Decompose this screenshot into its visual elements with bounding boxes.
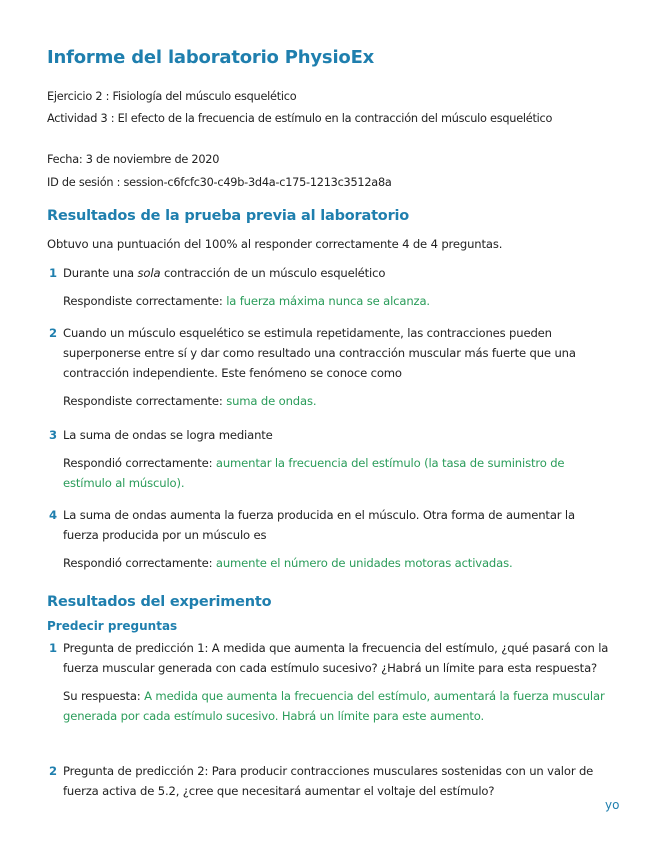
answer-label: Respondió correctamente: — [63, 556, 216, 570]
question-text: Pregunta de predicción 1: A medida que aumenta la frecuencia del estímulo, ¿qué pasará con la fuerza muscular generada con cada estímulo sucesivo? ¿Habrá un límite para esta respuesta? — [63, 641, 609, 675]
answer-text: aumentar la frecuencia del estímulo (la tasa de suministro de estímulo al músculo). — [63, 456, 565, 490]
prelab-score: Obtuvo una puntuación del 100% al responder correctamente 4 de 4 preguntas. — [47, 237, 503, 251]
question-text: Durante una sola contracción de un músculo esquelético — [63, 266, 386, 280]
predict-questions-subheading: Predecir preguntas — [47, 619, 178, 633]
footer-marker: yo — [605, 798, 620, 812]
answer-text: suma de ondas. — [226, 394, 317, 408]
answer-text: aumente el número de unidades motoras activadas. — [215, 556, 513, 570]
question-number: 1 — [49, 266, 57, 280]
question-number: 3 — [49, 428, 57, 442]
question-text: La suma de ondas se logra mediante — [63, 428, 273, 442]
report-title: Informe del laboratorio PhysioEx — [47, 47, 375, 68]
predict-question-2 — [47, 761, 612, 801]
answer-text: la fuerza máxima nunca se alcanza. — [226, 294, 430, 308]
prelab-question-3 — [47, 425, 612, 493]
prelab-question-2 — [47, 323, 612, 411]
question-text: La suma de ondas aumenta la fuerza producida en el músculo. Otra forma de aumentar la fuerza producida por un músculo es — [63, 508, 575, 542]
emphasis-word: sola — [137, 266, 161, 280]
answer-line — [63, 453, 612, 493]
answer-line — [63, 553, 612, 573]
activity-line: Actividad 3 : El efecto de la frecuencia de estímulo en la contracción del músculo esquelético — [47, 112, 553, 125]
question-number: 2 — [49, 326, 57, 340]
date-line: Fecha: 3 de noviembre de 2020 — [47, 153, 220, 166]
prelab-question-4 — [47, 505, 612, 573]
question-text: Pregunta de predicción 2: Para producir contracciones musculares sostenidas con un valor de fuerza activa de 5.2, ¿cree que necesitará aumentar el voltaje del estímulo? — [63, 764, 594, 798]
answer-line — [63, 291, 612, 311]
answer-label: Respondió correctamente: — [63, 456, 216, 470]
predict-question-1 — [47, 638, 612, 726]
prelab-heading: Resultados de la prueba previa al laboratorio — [47, 208, 410, 224]
question-text: Cuando un músculo esquelético se estimula repetidamente, las contracciones pueden superponerse entre sí y dar como resultado una contracción muscular más fuerte que una contracción independiente. Este fenómeno se conoce como — [63, 326, 576, 380]
prelab-question-1 — [47, 263, 612, 311]
exercise-line: Ejercicio 2 : Fisiología del músculo esquelético — [47, 90, 297, 103]
answer-line — [63, 391, 612, 411]
question-number: 1 — [49, 641, 57, 655]
answer-text: A medida que aumenta la frecuencia del estímulo, aumentará la fuerza muscular generada por cada estímulo sucesivo. Habrá un límite para este aumento. — [63, 689, 605, 723]
question-number: 2 — [49, 764, 57, 778]
answer-label: Respondiste correctamente: — [63, 394, 227, 408]
experiment-heading: Resultados del experimento — [47, 594, 272, 610]
answer-label: Respondiste correctamente: — [63, 294, 227, 308]
answer-line — [63, 686, 612, 726]
answer-label: Su respuesta: — [63, 689, 145, 703]
session-id-line: ID de sesión : session-c6fcfc30-c49b-3d4a-c175-1213c3512a8a — [47, 176, 392, 189]
question-number: 4 — [49, 508, 57, 522]
